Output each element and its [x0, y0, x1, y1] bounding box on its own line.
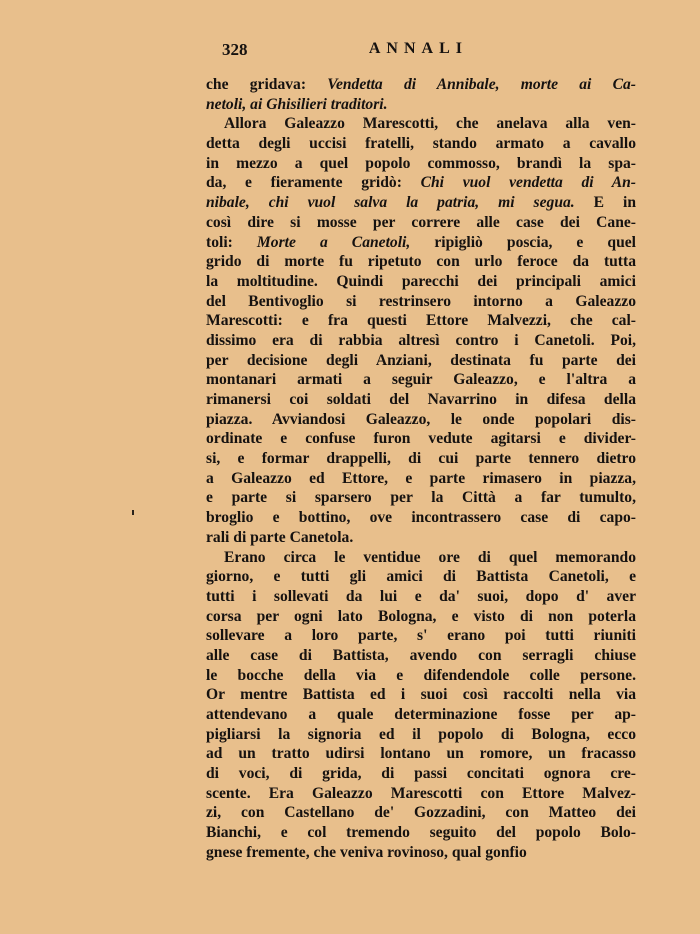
italic-text: Morte a Canetoli,: [256, 233, 411, 251]
text-segment: piazza. Avviandosi Galeazzo, le onde popolari dis-: [206, 410, 636, 428]
page-header: [222, 40, 468, 64]
text-segment: e parte si sparsero per la Città a far tumulto,: [206, 489, 636, 507]
text-line: [206, 764, 636, 784]
text-line: [206, 548, 636, 568]
text-line: [206, 233, 636, 253]
text-segment: Erano circa le ventidue ore di quel memorando: [224, 548, 636, 566]
text-segment: alle case di Battista, avendo con serragli chiuse: [206, 646, 636, 664]
text-segment: zi, con Castellano de' Gozzadini, con Matteo dei: [206, 804, 636, 822]
text-line: [206, 75, 636, 95]
italic-text: Chi vuol vendetta di An-: [420, 174, 636, 192]
text-segment: le bocche della via e difendendole colle persone.: [206, 666, 636, 684]
text-segment: si, e formar drappelli, di cui parte tennero dietro: [206, 450, 636, 468]
text-line: [206, 213, 636, 233]
text-line: [206, 351, 636, 371]
text-segment: Or mentre Battista ed i suoi così raccolti nella via: [206, 686, 636, 704]
text-line: [206, 823, 636, 843]
text-segment: la moltitudine. Quindi parecchi dei principali amici: [206, 272, 636, 290]
text-line: [206, 626, 636, 646]
text-segment: sollevare a loro parte, s' erano poi tutti riuniti: [206, 627, 636, 645]
text-line: [206, 95, 636, 115]
text-segment: grido di morte fu ripetuto con urlo feroce da tutta: [206, 253, 636, 271]
text-line: [206, 449, 636, 469]
text-line: [206, 646, 636, 666]
text-line: [206, 607, 636, 627]
text-segment: Marescotti: e fra questi Ettore Malvezzi, che cal-: [206, 312, 636, 330]
italic-text: netoli, ai Ghisilieri traditori.: [206, 95, 388, 113]
text-segment: E in: [574, 194, 636, 212]
italic-text: nibale, chi vuol salva la patria, mi segua.: [206, 194, 575, 212]
text-segment: Allora Galeazzo Marescotti, che anelava alla ven-: [224, 115, 636, 133]
text-segment: di voci, di grida, di passi concitati ognora cre-: [206, 765, 636, 783]
text-line: [206, 370, 636, 390]
text-segment: tutti i sollevati da lui e da' suoi, dopo d' aver: [206, 587, 636, 605]
text-segment: ripigliò poscia, e quel: [410, 233, 637, 251]
text-segment: ordinate e confuse furon vedute agitarsi e divider-: [206, 430, 636, 448]
text-segment: montanari armati a seguir Galeazzo, e l'altra a: [206, 371, 636, 389]
text-line: [206, 744, 636, 764]
text-segment: broglio e bottino, ove incontrassero case di capo-: [206, 509, 636, 527]
text-line: [206, 784, 636, 804]
text-segment: scente. Era Galeazzo Marescotti con Ettore Malvez-: [206, 784, 636, 802]
text-segment: così dire si mosse per correre alle case dei Cane-: [206, 213, 636, 231]
text-segment: rali di parte Canetola.: [206, 528, 354, 546]
text-segment: che gridava:: [206, 76, 328, 93]
text-line: [206, 292, 636, 312]
text-line: [206, 429, 636, 449]
text-line: [206, 331, 636, 351]
text-line: [206, 469, 636, 489]
text-segment: ad un tratto udirsi lontano un romore, un fracasso: [206, 745, 636, 763]
text-line: [206, 311, 636, 331]
text-segment: detta degli uccisi fratelli, stando armato a cavallo: [206, 135, 636, 153]
text-line: [206, 252, 636, 272]
text-segment: pigliarsi la signoria ed il popolo di Bologna, ecco: [206, 725, 636, 743]
text-line: [206, 154, 636, 174]
italic-text: Vendetta di Annibale, morte ai Ca-: [327, 76, 636, 93]
text-line: [206, 410, 636, 430]
text-line: [206, 488, 636, 508]
text-segment: del Bentivoglio si restrinsero intorno a Galeazzo: [206, 292, 636, 310]
text-segment: a Galeazzo ed Ettore, e parte rimasero in piazza,: [206, 469, 636, 487]
text-line: [206, 685, 636, 705]
text-segment: da, e fieramente gridò:: [206, 174, 421, 192]
text-line: [206, 587, 636, 607]
text-line: [206, 134, 636, 154]
text-line: [206, 528, 636, 548]
text-segment: per decisione degli Anziani, destinata fu parte dei: [206, 351, 636, 369]
text-line: [206, 666, 636, 686]
text-line: [206, 390, 636, 410]
text-line: [206, 803, 636, 823]
text-line: [206, 272, 636, 292]
text-line: [206, 508, 636, 528]
text-segment: corsa per ogni lato Bologna, e visto di non poterla: [206, 607, 636, 625]
text-segment: gnese fremente, che veniva rovinoso, qual gonfio: [206, 843, 527, 861]
text-segment: in mezzo a quel popolo commosso, brandì la spa-: [206, 154, 636, 172]
text-line: [206, 843, 636, 863]
text-line: [206, 567, 636, 587]
text-segment: Bianchi, e col tremendo seguito del popolo Bolo-: [206, 824, 636, 842]
margin-speck: [132, 510, 134, 515]
page-number: 328: [222, 40, 248, 59]
text-segment: giorno, e tutti gli amici di Battista Canetoli, e: [206, 568, 636, 586]
text-segment: rimanersi coi soldati del Navarrino in difesa della: [206, 391, 636, 408]
text-line: [206, 173, 636, 193]
text-line: [206, 114, 636, 134]
text-line: [206, 725, 636, 745]
text-segment: toli:: [206, 233, 257, 251]
text-segment: dissimo era di rabbia altresì contro i Canetoli. Poi,: [206, 331, 636, 349]
text-line: [206, 705, 636, 725]
body-text: [206, 75, 636, 863]
running-head: ANNALI: [368, 40, 468, 57]
text-line: [206, 193, 636, 213]
text-segment: attendevano a quale determinazione fosse per ap-: [206, 706, 636, 723]
